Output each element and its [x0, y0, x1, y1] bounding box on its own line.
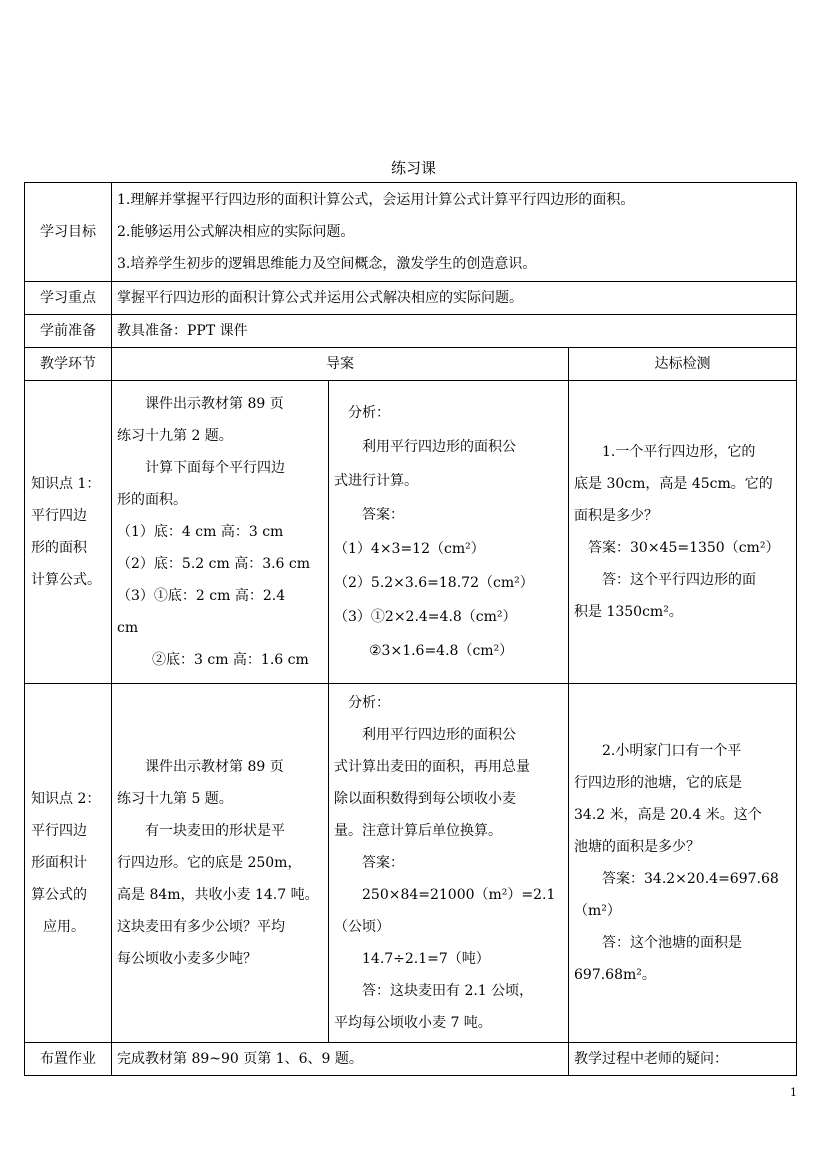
label-line: 知识点 1： [31, 476, 101, 492]
analysis-line: 量。注意计算后单位换算。 [334, 823, 502, 839]
label-line: 算公式的 [31, 887, 87, 903]
section2-guide [112, 684, 329, 1043]
section1-analysis [329, 381, 569, 684]
focus-label: 学习重点 [25, 282, 112, 315]
page-number: 1 [790, 1086, 797, 1099]
analysis-line: 分析： [348, 405, 390, 421]
check-line: 34.2 米，高是 20.4 米。这个 [574, 807, 762, 823]
guide-line: 课件出示教材第 89 页 [145, 396, 284, 412]
label-line: 平行四边 [31, 823, 87, 839]
goals-row [25, 183, 797, 282]
analysis-line: 答案： [362, 855, 404, 871]
guide-line: （1）底：4 cm 高：3 cm [117, 524, 284, 540]
analysis-line: 除以面积数得到每公顷收小麦 [334, 791, 516, 807]
page-title: 练习课 [390, 159, 436, 177]
header-phase: 教学环节 [25, 348, 112, 381]
guide-line: 这块麦田有多少公顷？平均 [117, 919, 285, 935]
analysis-line: ②3×1.6=4.8（cm²） [369, 643, 514, 659]
analysis-line: 式进行计算。 [334, 473, 418, 489]
guide-line: 课件出示教材第 89 页 [145, 759, 284, 775]
guide-line: （2）底：5.2 cm 高：3.6 cm [117, 556, 311, 572]
analysis-line: 式计算出麦田的面积，再用总量 [334, 759, 530, 775]
guide-line: 高是 84m，共收小麦 14.7 吨。 [117, 887, 319, 903]
lesson-table [24, 182, 797, 1076]
goals-label: 学习目标 [25, 183, 112, 282]
header-guide: 导案 [112, 348, 569, 381]
guide-line: 练习十九第 5 题。 [117, 791, 233, 807]
label-line: 计算公式。 [31, 572, 101, 588]
check-line: 积是 1350cm²。 [574, 604, 683, 620]
check-line: 2.小明家门口有一个平 [602, 743, 742, 759]
analysis-line: （2）5.2×3.6=18.72（cm²） [334, 575, 534, 591]
homework-row [25, 1043, 797, 1076]
section1-check [569, 381, 797, 684]
check-line: 697.68m²。 [574, 967, 656, 983]
guide-line: 计算下面每个平行四边 [145, 460, 285, 476]
prep-text: 教具准备：PPT 课件 [112, 315, 797, 348]
analysis-line: 答：这块麦田有 2.1 公顷， [362, 983, 534, 999]
guide-line: 有一块麦田的形状是平 [145, 823, 285, 839]
check-line: 答案：30×45=1350（cm²） [588, 540, 780, 556]
check-line: 1.一个平行四边形，它的 [602, 444, 756, 460]
analysis-line: （1）4×3=12（cm²） [334, 541, 485, 557]
analysis-line: 250×84=21000（m²）=2.1 [362, 887, 556, 903]
guide-line: 形的面积。 [117, 492, 187, 508]
homework-label: 布置作业 [25, 1043, 112, 1076]
section2-analysis [329, 684, 569, 1043]
label-line: 平行四边 [31, 508, 87, 524]
analysis-line: 利用平行四边形的面积公 [362, 727, 516, 743]
guide-line: ②底：3 cm 高：1.6 cm [152, 652, 309, 668]
section1-guide [112, 381, 329, 684]
homework-text: 完成教材第 89~90 页第 1、6、9 题。 [112, 1043, 569, 1076]
section1-row [25, 381, 797, 684]
label-line: 形的面积 [31, 540, 87, 556]
label-line: 知识点 2： [31, 791, 101, 807]
header-check: 达标检测 [569, 348, 797, 381]
guide-line: 每公顷收小麦多少吨？ [117, 951, 257, 967]
label-line: 形面积计 [31, 855, 87, 871]
check-line: 底是 30cm，高是 45cm。它的 [574, 476, 773, 492]
check-line: 答：这个池塘的面积是 [602, 935, 742, 951]
section1-label [25, 381, 112, 684]
analysis-line: （3）①2×2.4=4.8（cm²） [334, 609, 517, 625]
prep-label: 学前准备 [25, 315, 112, 348]
check-line: 面积是多少？ [574, 508, 658, 524]
prep-row [25, 315, 797, 348]
guide-line: 练习十九第 2 题。 [117, 428, 233, 444]
guide-line: （3）①底：2 cm 高：2.4 [117, 588, 286, 604]
section2-row [25, 684, 797, 1043]
check-line: 答：这个平行四边形的面 [602, 572, 756, 588]
goal-item: 2.能够运用公式解决相应的实际问题。 [117, 224, 355, 240]
section2-check [569, 684, 797, 1043]
header-row [25, 348, 797, 381]
analysis-line: 答案： [362, 507, 404, 523]
check-line: 答案：34.2×20.4=697.68 [602, 871, 779, 887]
focus-text: 掌握平行四边形的面积计算公式并运用公式解决相应的实际问题。 [112, 282, 797, 315]
teacher-note: 教学过程中老师的疑问： [569, 1043, 797, 1076]
goal-item: 1.理解并掌握平行四边形的面积计算公式，会运用计算公式计算平行四边形的面积。 [117, 192, 635, 208]
goals-cell [112, 183, 797, 282]
focus-row [25, 282, 797, 315]
guide-line: cm [117, 620, 139, 636]
analysis-line: 利用平行四边形的面积公 [362, 439, 516, 455]
label-line: 应用。 [43, 919, 85, 935]
analysis-line: （公顷） [334, 919, 390, 935]
check-line: （m²） [574, 903, 621, 919]
goal-item: 3.培养学生初步的逻辑思维能力及空间概念，激发学生的创造意识。 [117, 256, 537, 272]
guide-line: 行四边形。它的底是 250m， [117, 855, 302, 871]
check-line: 行四边形的池塘，它的底是 [574, 775, 742, 791]
analysis-line: 14.7÷2.1=7（吨） [362, 951, 490, 967]
analysis-line: 分析： [348, 695, 390, 711]
check-line: 池塘的面积是多少？ [574, 839, 700, 855]
section2-label [25, 684, 112, 1043]
analysis-line: 平均每公顷收小麦 7 吨。 [334, 1015, 492, 1031]
